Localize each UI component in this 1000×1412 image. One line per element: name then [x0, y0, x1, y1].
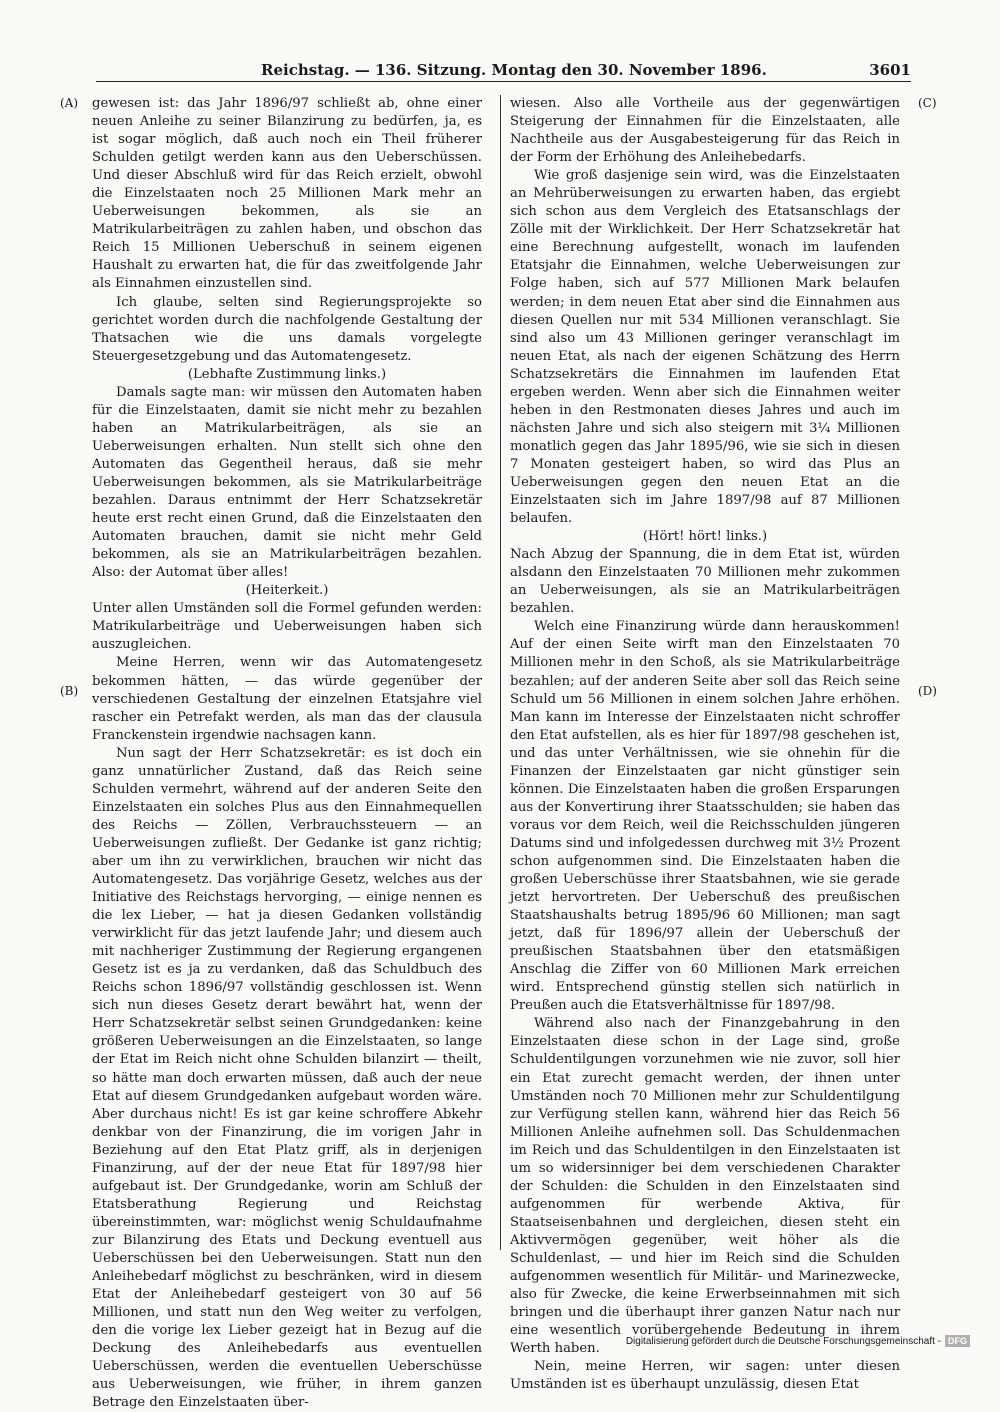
paragraph: Welch eine Finanzirung würde dann herauskommen! Auf der einen Seite wirft man den Einzelstaaten 70 Millionen mehr in den Schoß, als sie Matrikularbeiträge bezahlen; auf der anderen Seite aber soll das Reich seine Schuld um 56 Millionen in einem solchen Jahre erhöhen. Man kann im Interesse der Einzelstaaten nicht schroffer den Etat aufstellen, als es hier für 1897/98 geschehen ist, und das unter Verhältnissen, wie sie ohnehin für die Finanzen der Einzelstaaten gar nicht günstiger sein können. Die Einzelstaaten haben die großen Ersparungen aus der Konvertirung ihrer Staatsschulden; sie haben das voraus vor dem Reich, weil die Reichsschulden jüngeren Datums sind und infolgedessen durchweg mit 3½ Prozent schon aufgenommen sind. Die Einzelstaaten haben die großen Ueberschüsse ihrer Staatsbahnen, wie sie gerade jetzt hervortreten. Der Ueberschuß des preußischen Staatshaushalts betrug 1895/96 60 Millionen; man sagt jetzt, daß für 1896/97 allein der Ueberschuß der preußischen Staatsbahnen über den etatsmäßigen Anschlag die Ziffer von 60 Millionen Mark erreichen wird. Entsprechend günstig stellen sich natürlich in Preußen auch die Etatsverhältnisse für 1897/98.: [510, 619, 900, 1014]
page-header: [96, 59, 911, 82]
paragraph: Nun sagt der Herr Schatzsekretär: es ist doch ein ganz unnatürlicher Zustand, daß das Reich seine Schulden vermehrt, während auf der anderen Seite den Einzelstaaten ein solches Plus aus den Einnahmequellen des Reichs — Zöllen, Verbrauchssteuern — an Ueberweisungen zufließt. Der Gedanke ist ganz richtig; aber um ihn zu verwirklichen, brauchen wir nicht das Automatengesetz. Das vorjährige Gesetz, welches aus der Initiative des Reichstags hervorging, — einige nennen es die lex Lieber, — hat ja diesen Gedanken vollständig verwirklicht für das jetzt laufende Jahr; und diesem auch mit nachheriger Zustimmung der Regierung ergangenen Gesetz ist es ja zu verdanken, daß das Schuldbuch des Reichs schon 1896/97 vollständig geschlossen ist. Wenn sich nun dieses Gesetz derart bewährt hat, wenn der Herr Schatzsekretär selbst seinen Grundgedanken: keine größeren Ueberweisungen an die Einzelstaaten, so lange der Etat im Reich nicht ohne Schulden bilanzirt — theilt, so hätte man doch erwarten müssen, daß auch der neue Etat auf diesem Grundgedanken aufgebaut worden wäre. Aber durchaus nicht! Es ist gar keine schroffere Abkehr denkbar von der Finanzirung, die im vorigen Jahr in Beziehung auf den Etat Platz griff, als in derjenigen Finanzirung, auf der der neue Etat für 1897/98 hier aufgebaut ist. Der Grundgedanke, worin am Schluß der Etatsberathung Regierung und Reichstag übereinstimmten, war: möglichst wenig Schuldaufnahme zur Bilanzirung des Etats und Deckung eventuell aus Ueberschüssen bei den Ueberweisungen. Statt nun den Anleihebedarf möglichst zu beschränken, wird in diesem Etat der Anleihebedarf gesteigert von 30 auf 56 Millionen, und statt nun den Weg weiter zu verfolgen, den die vorige lex Lieber gezeigt hat in Bezug auf die Deckung des Anleihebedarfs aus eventuellen Ueberschüssen, werden die eventuellen Ueberschüsse aus Ueberweisungen, wie früher, in ihrem ganzen Betrage den Einzelstaaten über-: [92, 745, 482, 1411]
dfg-logo: DFG: [945, 1335, 970, 1347]
footer-credit: [626, 1335, 970, 1347]
paragraph: wiesen. Also alle Vortheile aus der gegenwärtigen Steigerung der Einnahmen für die Einzelstaaten, alle Nachtheile aus der Ausgabesteigerung für das Reich in der Form der Erhöhung des Anleihebedarfs.: [510, 96, 900, 166]
interjection: (Heiterkeit.): [245, 583, 329, 599]
interjection: (Lebhafte Zustimmung links.): [187, 366, 387, 382]
paragraph: Meine Herren, wenn wir das Automatengesetz bekommen hätten, — das würde gegenüber der verschiedenen Gestaltung der einzelnen Etatsjahre viel rascher ein Petrefakt werden, als man das der clausula Franckenstein irgendwie nachsagen kann.: [92, 655, 482, 743]
margin-marker-a: (A): [60, 96, 79, 110]
paragraph: Wie groß dasjenige sein wird, was die Einzelstaaten an Mehrüberweisungen zu erwarten haben, das ergiebt sich schon aus dem Vergleich des Etatsanschlags der Zölle mit der Wirklichkeit. Der Herr Schatzsekretär hat eine Berechnung aufgestellt, wonach im laufenden Etatsjahr die Einnahmen, welche Ueberweisungen zur Folge haben, sich auf 577 Millionen Mark belaufen werden; in dem neuen Etat aber sind die Einnahmen aus diesen Quellen nur mit 534 Millionen veranschlagt. Sie sind also um 43 Millionen geringer veranschlagt im neuen Etat, als nach der eigenen Schätzung des Herrn Schatzsekretärs die Einnahmen im laufenden Etat ergeben werden. Wenn aber sich die Einnahmen weiter heben in den Restmonaten dieses Jahres und auch im nächsten Jahre und sich also steigern mit 3¼ Millionen monatlich gegen das Jahr 1895/96, wie sie sich in diesen 7 Monaten gesteigert haben, so wird das Plus an Ueberweisungen gegen den neuen Etat an die Einzelstaaten sich im Jahre 1897/98 auf 87 Millionen belaufen.: [510, 168, 900, 527]
margin-marker-b: (B): [60, 684, 79, 698]
right-column: [510, 95, 900, 1394]
page-title: Reichstag. — 136. Sitzung. Montag den 30. November 1896.: [261, 61, 767, 79]
paragraph: Damals sagte man: wir müssen den Automaten haben für die Einzelstaaten, damit sie nicht mehr zu bezahlen haben an Matrikularbeiträgen, als sie an Ueberweisungen erhalten. Nun stellt sich ohne den Automaten das Gegentheil heraus, daß sie mehr Ueberweisungen bekommen, als sie Matrikularbeiträge bezahlen. Daraus entnimmt der Herr Schatzsekretär heute erst recht einen Grund, daß die Einzelstaaten den Automaten brauchen, damit sie nicht mehr Geld bekommen, als sie an Matrikularbeiträgen bezahlen. Also: der Automat über alles!: [92, 384, 482, 581]
paragraph: Nein, meine Herren, wir sagen: unter diesen Umständen ist es überhaupt unzulässig, diesen Etat: [510, 1359, 900, 1393]
margin-marker-d: (D): [918, 684, 937, 698]
paragraph: Nach Abzug der Spannung, die in dem Etat ist, würden alsdann den Einzelstaaten 70 Millionen mehr zukommen an Ueberweisungen, als sie an Matrikularbeiträgen bezahlen.: [510, 547, 900, 617]
footer-text: Digitalisierung gefördert durch die Deutsche Forschungsgemeinschaft -: [625, 1335, 941, 1347]
paragraph: gewesen ist: das Jahr 1896/97 schließt ab, ohne einer neuen Anleihe zu seiner Bilanzirung zu bedürfen, ja, es ist sogar möglich, daß auch noch ein Theil früherer Schulden getilgt werden kann aus den Ueberschüssen. Und dieser Abschluß wird für das Reich erzielt, obwohl die Einzelstaaten noch 25 Millionen Mark mehr an Ueberweisungen bekommen, als sie an Matrikularbeiträgen zu zahlen haben, und obschon das Reich 15 Millionen Ueberschuß in seinem eigenen Haushalt zu erwarten hat, die für das zweitfolgende Jahr als Einnahmen einzustellen sind.: [92, 96, 482, 292]
margin-marker-c: (C): [918, 96, 937, 110]
paragraph: Unter allen Umständen soll die Formel gefunden werden: Matrikularbeiträge und Ueberweisungen haben sich auszugleichen.: [92, 601, 482, 653]
column-divider: [500, 95, 501, 1250]
paragraph: Ich glaube, selten sind Regierungsprojekte so gerichtet worden durch die nachfolgende Gestaltung der Thatsachen wie die uns damals vorgelegte Steuergesetzgebung und das Automatengesetz.: [92, 294, 482, 364]
page-number: 3601: [869, 61, 911, 79]
interjection: (Hört! hört! links.): [642, 529, 768, 545]
paragraph: Während also nach der Finanzgebahrung in den Einzelstaaten diese schon in der Lage sind, große Schuldentilgungen vorzunehmen wie nie zuvor, soll hier ein Etat zurecht gemacht werden, der ihnen unter Umständen noch 70 Millionen mehr zur Schuldentilgung zur Verfügung stellen kann, während hier das Reich 56 Millionen Anleihe aufnehmen soll. Das Schuldenmachen im Reich und das Schuldentilgen in den Einzelstaaten ist um so widersinniger bei dem verschiedenen Charakter der Schulden: die Schulden in den Einzelstaaten sind aufgenommen für werbende Aktiva, für Staatseisenbahnen und dergleichen, diesen steht ein Aktivvermögen gegenüber, weit höher als die Schuldenlast, — und hier im Reich sind die Schulden aufgenommen wesentlich für Militär- und Marinezwecke, also für Zwecke, die keine Erwerbseinnahmen mit sich bringen und die überhaupt ihrer ganzen Natur nach nur eine wesentlich vorübergehende Bedeutung in ihrem Werth haben.: [510, 1016, 900, 1357]
left-column: [92, 95, 482, 1412]
